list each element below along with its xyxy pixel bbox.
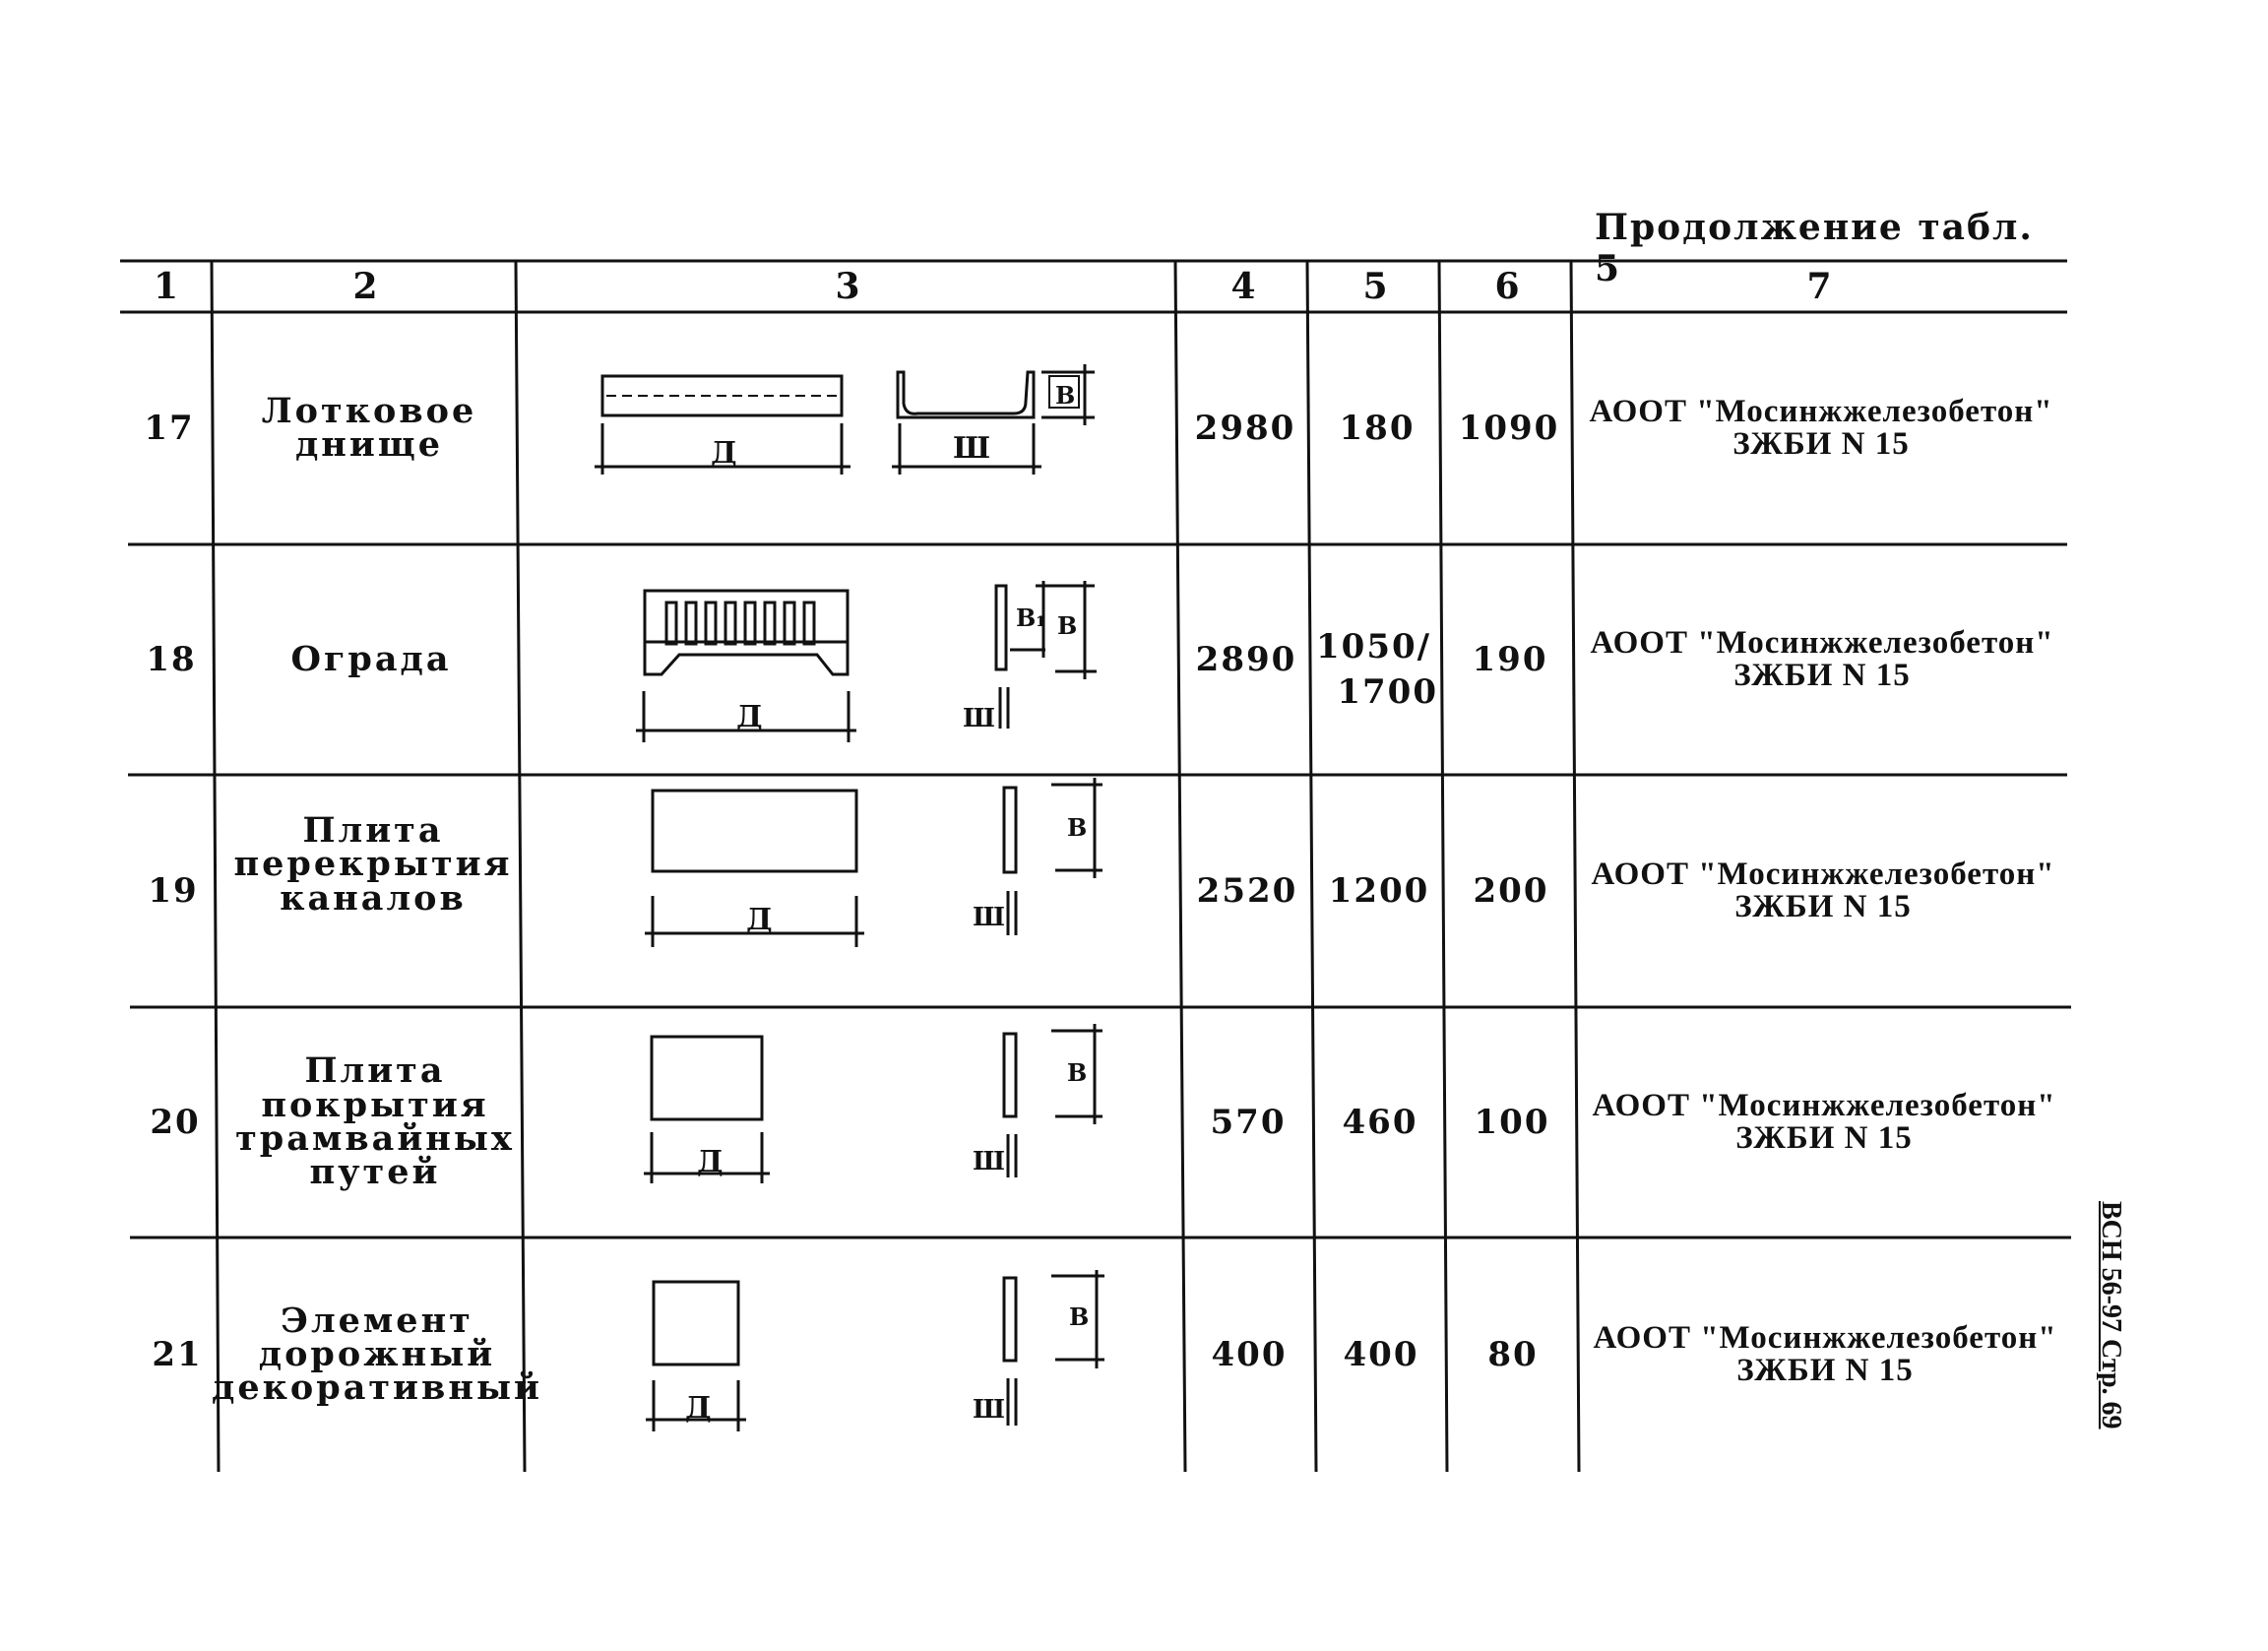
dim-label: Д	[685, 1391, 712, 1426]
row-number: 20	[150, 1103, 201, 1142]
name-line: Элемент	[281, 1300, 473, 1341]
height-value: 200	[1473, 871, 1549, 911]
row-number: 21	[152, 1335, 203, 1374]
length-value: 2890	[1195, 640, 1297, 679]
dim-label: Д	[711, 436, 737, 471]
width-value: 1200	[1328, 871, 1430, 911]
row-number: 19	[148, 871, 199, 911]
height-value: 80	[1487, 1335, 1539, 1374]
header-col-2: 2	[352, 266, 380, 307]
dim-label: В	[1067, 1058, 1088, 1087]
name-line: каналов	[280, 877, 467, 919]
manufacturer-line: ЗЖБИ N 15	[1735, 1120, 1913, 1156]
name-line: перекрытия	[233, 844, 513, 885]
header-col-7: 7	[1806, 266, 1834, 307]
name-line: Ограда	[290, 638, 452, 679]
tray-bottom-sketch	[595, 364, 1095, 475]
manufacturer-line: ЗЖБИ N 15	[1734, 889, 1912, 924]
header-col-3: 3	[835, 266, 862, 307]
manufacturer-line: АООТ "Мосинжжелезобетон"	[1589, 394, 2053, 429]
document-code: ВСН 56-97 Стр. 69	[2096, 1201, 2126, 1429]
dim-label: Ш	[953, 431, 991, 466]
width-value-part: 1050/	[1316, 627, 1432, 667]
manufacturer-line: ЗЖБИ N 15	[1733, 658, 1911, 693]
width-value: 460	[1342, 1103, 1418, 1142]
name-line: Плита	[304, 1050, 446, 1092]
height-value: 190	[1472, 640, 1548, 679]
name-line: путей	[309, 1152, 441, 1193]
dim-label: Д	[736, 700, 763, 734]
name-line: трамвайных	[235, 1118, 515, 1159]
manufacturer-line: АООТ "Мосинжжелезобетон"	[1591, 857, 2055, 892]
length-value: 400	[1211, 1335, 1288, 1374]
name-line: днище	[294, 424, 444, 465]
width-value: 180	[1339, 409, 1416, 448]
dim-label: В₁	[1016, 603, 1046, 632]
width-value: 400	[1343, 1335, 1419, 1374]
header-col-6: 6	[1494, 266, 1522, 307]
header-col-1: 1	[153, 266, 181, 307]
name-line: дорожный	[258, 1333, 496, 1374]
length-value: 2520	[1196, 871, 1298, 911]
row-number: 18	[146, 640, 197, 679]
dim-label: Ш	[973, 903, 1005, 932]
dim-label: Ш	[973, 1395, 1005, 1425]
name-line: покрытия	[261, 1084, 489, 1125]
dim-label: В	[1067, 813, 1088, 842]
dim-label: Ш	[973, 1147, 1005, 1176]
dim-label: Д	[697, 1145, 724, 1179]
table-caption: Продолжение табл. 5	[1595, 207, 2034, 289]
length-value: 570	[1210, 1103, 1287, 1142]
manufacturer-line: ЗЖБИ N 15	[1732, 426, 1910, 462]
dim-label: В	[1069, 1302, 1090, 1331]
manufacturer-line: АООТ "Мосинжжелезобетон"	[1590, 625, 2054, 661]
dim-label: Ш	[963, 704, 995, 733]
manufacturer-line: АООТ "Мосинжжелезобетон"	[1593, 1320, 2057, 1356]
width-value-part: 1700	[1337, 672, 1438, 712]
header-col-4: 4	[1230, 266, 1258, 307]
road-element-sketch	[646, 1270, 1104, 1431]
height-value: 1090	[1458, 409, 1560, 448]
dim-label: Д	[746, 903, 773, 937]
dim-label: В	[1055, 381, 1076, 410]
name-line: Плита	[302, 810, 444, 851]
channel-slab-sketch	[645, 778, 1102, 947]
height-value: 100	[1474, 1103, 1550, 1142]
dim-label: В	[1057, 611, 1078, 640]
manufacturer-line: АООТ "Мосинжжелезобетон"	[1592, 1088, 2056, 1123]
name-line: Лотковое	[261, 390, 477, 431]
header-col-5: 5	[1362, 266, 1390, 307]
row-number: 17	[144, 409, 195, 448]
length-value: 2980	[1194, 409, 1296, 448]
name-line: декоративный	[212, 1367, 542, 1409]
manufacturer-line: ЗЖБИ N 15	[1736, 1353, 1914, 1388]
